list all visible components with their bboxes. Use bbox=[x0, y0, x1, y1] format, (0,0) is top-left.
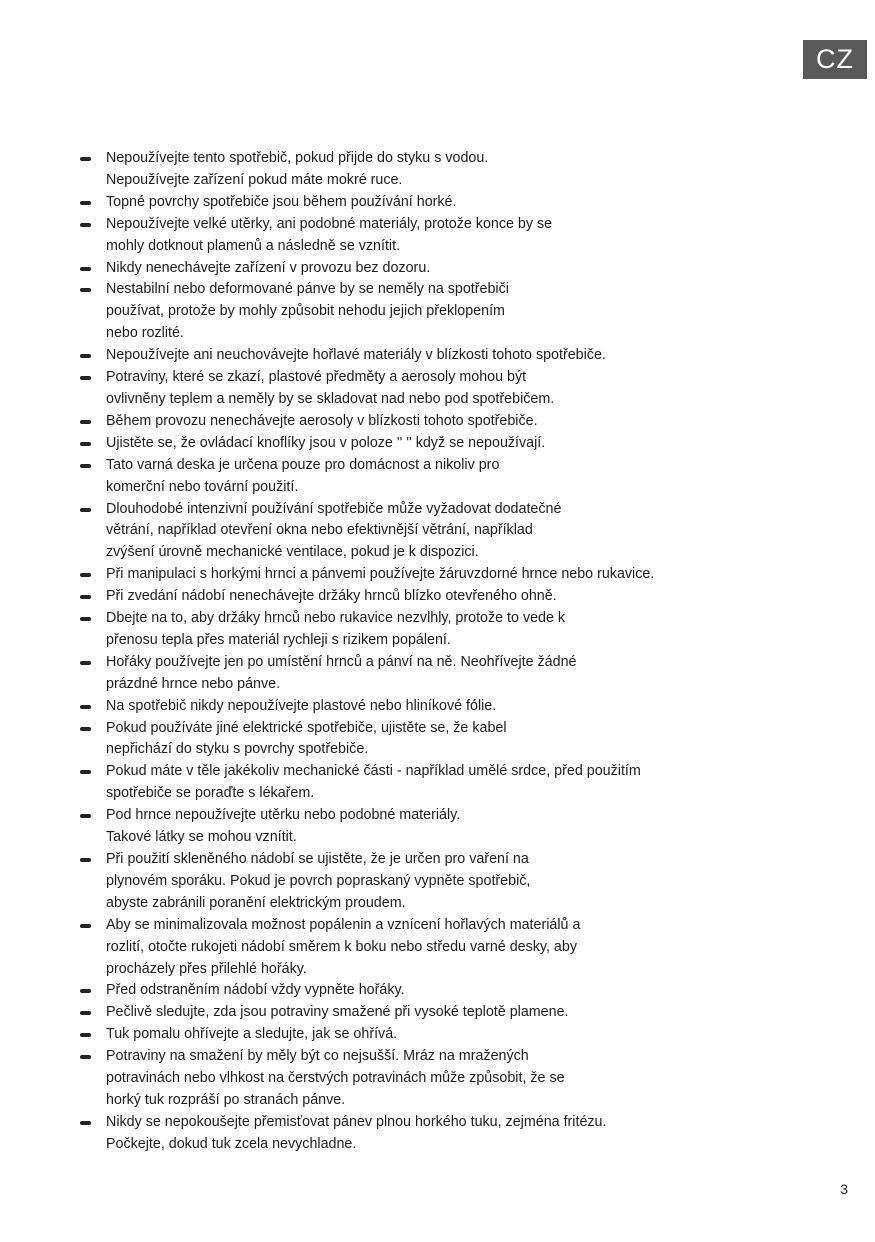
dash-bullet-icon bbox=[80, 1121, 91, 1125]
safety-item bbox=[78, 849, 718, 915]
dash-bullet-icon bbox=[80, 267, 91, 271]
safety-item bbox=[78, 586, 718, 608]
dash-bullet-icon bbox=[80, 858, 91, 862]
safety-item-line: Tuk pomalu ohřívejte a sledujte, jak se ohřívá. bbox=[106, 1026, 398, 1043]
safety-item bbox=[78, 1024, 718, 1046]
safety-item-line: Ujistěte se, že ovládací knoflíky jsou v poloze '' '' když se nepoužívají. bbox=[106, 434, 546, 451]
safety-item-line: přenosu tepla přes materiál rychleji s rizikem popálení. bbox=[106, 631, 451, 648]
safety-item-line: Počkejte, dokud tuk zcela nevychladne. bbox=[106, 1135, 357, 1152]
safety-item bbox=[78, 192, 718, 214]
dash-bullet-icon bbox=[80, 376, 91, 380]
dash-bullet-icon bbox=[80, 157, 91, 161]
safety-item bbox=[78, 214, 718, 258]
safety-item bbox=[78, 761, 718, 805]
safety-item-line: Nepoužívejte zařízení pokud máte mokré ruce. bbox=[106, 171, 403, 188]
safety-item bbox=[78, 279, 718, 345]
safety-item-line: horký tuk rozpráší po stranách pánve. bbox=[106, 1091, 346, 1108]
safety-item-line: prázdné hrnce nebo pánve. bbox=[106, 675, 281, 692]
dash-bullet-icon bbox=[80, 223, 91, 227]
safety-item-line: Nepoužívejte ani neuchovávejte hořlavé materiály v blízkosti tohoto spotřebiče. bbox=[106, 347, 606, 364]
safety-item-line: zvýšení úrovně mechanické ventilace, pokud je k dispozici. bbox=[106, 544, 479, 561]
safety-item-line: Dbejte na to, aby držáky hrnců nebo rukavice nezvlhly, protože to vede k bbox=[106, 610, 566, 627]
safety-item-line: spotřebiče se poraďte s lékařem. bbox=[106, 785, 315, 802]
safety-item bbox=[78, 718, 718, 762]
dash-bullet-icon bbox=[80, 1033, 91, 1037]
dash-bullet-icon bbox=[80, 770, 91, 774]
safety-item-line: rozlití, otočte rukojeti nádobí směrem k boku nebo středu varné desky, aby bbox=[106, 938, 577, 955]
safety-item bbox=[78, 455, 718, 499]
safety-item bbox=[78, 411, 718, 433]
dash-bullet-icon bbox=[80, 1055, 91, 1059]
dash-bullet-icon bbox=[80, 595, 91, 599]
safety-item-line: Pečlivě sledujte, zda jsou potraviny smažené při vysoké teplotě plamene. bbox=[106, 1004, 569, 1021]
safety-item-line: Topné povrchy spotřebiče jsou během používání horké. bbox=[106, 193, 457, 210]
safety-item bbox=[78, 608, 718, 652]
safety-item-line: Nikdy se nepokoušejte přemisťovat pánev plnou horkého tuku, zejména fritézu. bbox=[106, 1113, 607, 1130]
dash-bullet-icon bbox=[80, 464, 91, 468]
safety-item bbox=[78, 1002, 718, 1024]
safety-item-line: Nikdy nenechávejte zařízení v provozu bez dozoru. bbox=[106, 259, 431, 276]
safety-item-line: větrání, například otevření okna nebo efektivnější větrání, například bbox=[106, 522, 533, 539]
dash-bullet-icon bbox=[80, 354, 91, 358]
dash-bullet-icon bbox=[80, 617, 91, 621]
safety-item-line: ovlivněny teplem a neměly by se skladovat nad nebo pod spotřebičem. bbox=[106, 390, 555, 407]
dash-bullet-icon bbox=[80, 573, 91, 577]
dash-bullet-icon bbox=[80, 727, 91, 731]
safety-item bbox=[78, 696, 718, 718]
safety-item-line: Dlouhodobé intenzivní používání spotřebiče může vyžadovat dodatečné bbox=[106, 500, 562, 517]
dash-bullet-icon bbox=[80, 201, 91, 205]
safety-item-line: Nepoužívejte tento spotřebič, pokud přijde do styku s vodou. bbox=[106, 150, 489, 166]
language-badge: CZ bbox=[803, 40, 867, 79]
safety-item-line: komerční nebo tovární použití. bbox=[106, 478, 299, 495]
safety-item-line: Během provozu nenechávejte aerosoly v blízkosti tohoto spotřebiče. bbox=[106, 412, 538, 429]
safety-item-line: Potraviny, které se zkazí, plastové předměty a aerosoly mohou být bbox=[106, 369, 527, 386]
dash-bullet-icon bbox=[80, 989, 91, 993]
safety-item bbox=[78, 652, 718, 696]
dash-bullet-icon bbox=[80, 420, 91, 424]
safety-item-line: Aby se minimalizovala možnost popálenin a vznícení hořlavých materiálů a bbox=[106, 916, 581, 933]
safety-item-line: Na spotřebič nikdy nepoužívejte plastové nebo hliníkové fólie. bbox=[106, 697, 497, 714]
safety-item-line: potravinách nebo vlhkost na čerstvých potravinách může způsobit, že se bbox=[106, 1070, 565, 1087]
safety-item-line: abyste zabránili poranění elektrickým proudem. bbox=[106, 894, 406, 911]
safety-item-line: Pokud máte v těle jakékoliv mechanické části - například umělé srdce, před použitím bbox=[106, 763, 641, 780]
safety-item-line: plynovém sporáku. Pokud je povrch popraskaný vypněte spotřebič, bbox=[106, 872, 531, 889]
safety-item bbox=[78, 1046, 718, 1112]
dash-bullet-icon bbox=[80, 508, 91, 512]
safety-item bbox=[78, 564, 718, 586]
safety-item-line: Pod hrnce nepoužívejte utěrku nebo podobné materiály. bbox=[106, 807, 461, 824]
safety-item-line: Tato varná deska je určena pouze pro domácnost a nikoliv pro bbox=[106, 456, 500, 473]
safety-item-line: Nepoužívejte velké utěrky, ani podobné materiály, protože konce by se bbox=[106, 215, 553, 232]
safety-item-line: Při použití skleněného nádobí se ujistěte, že je určen pro vaření na bbox=[106, 851, 529, 867]
page-number: 3 bbox=[840, 1181, 848, 1197]
safety-item bbox=[78, 980, 718, 1002]
safety-item-line: Při zvedání nádobí nenechávejte držáky hrnců blízko otevřeného ohně. bbox=[106, 588, 557, 605]
dash-bullet-icon bbox=[80, 442, 91, 446]
safety-item bbox=[78, 367, 718, 411]
dash-bullet-icon bbox=[80, 814, 91, 818]
safety-item-line: Takové látky se mohou vznítit. bbox=[106, 829, 297, 846]
safety-item-line: Potraviny na smažení by měly být co nejsušší. Mráz na mražených bbox=[106, 1048, 529, 1065]
safety-item bbox=[78, 499, 718, 565]
safety-item-line: Hořáky používejte jen po umístění hrnců a pánví na ně. Neohřívejte žádné bbox=[106, 653, 577, 670]
safety-item-line: Před odstraněním nádobí vždy vypněte hořáky. bbox=[106, 982, 405, 999]
safety-item-line: Nestabilní nebo deformované pánve by se neměly na spotřebiči bbox=[106, 281, 509, 298]
safety-item bbox=[78, 915, 718, 981]
safety-item-line: nebo rozlité. bbox=[106, 325, 184, 342]
safety-instructions-list bbox=[78, 148, 718, 1156]
safety-item-line: Pokud používáte jiné elektrické spotřebiče, ujistěte se, že kabel bbox=[106, 719, 507, 736]
safety-item bbox=[78, 805, 718, 849]
safety-item-line: nepřichází do styku s povrchy spotřebiče. bbox=[106, 741, 369, 758]
safety-item bbox=[78, 1112, 718, 1156]
safety-item-line: používat, protože by mohly způsobit nehodu jejich překlopením bbox=[106, 303, 505, 320]
dash-bullet-icon bbox=[80, 1011, 91, 1015]
safety-item-line: Při manipulaci s horkými hrnci a pánvemi používejte žáruvzdorné hrnce nebo rukavice. bbox=[106, 566, 655, 583]
safety-item bbox=[78, 148, 718, 192]
safety-item bbox=[78, 345, 718, 367]
safety-item-line: mohly dotknout plamenů a následně se vznítit. bbox=[106, 237, 401, 254]
safety-item bbox=[78, 258, 718, 280]
dash-bullet-icon bbox=[80, 705, 91, 709]
dash-bullet-icon bbox=[80, 661, 91, 665]
safety-item bbox=[78, 433, 718, 455]
dash-bullet-icon bbox=[80, 924, 91, 928]
dash-bullet-icon bbox=[80, 288, 91, 292]
safety-item-line: procházely přes přilehlé hořáky. bbox=[106, 960, 307, 977]
